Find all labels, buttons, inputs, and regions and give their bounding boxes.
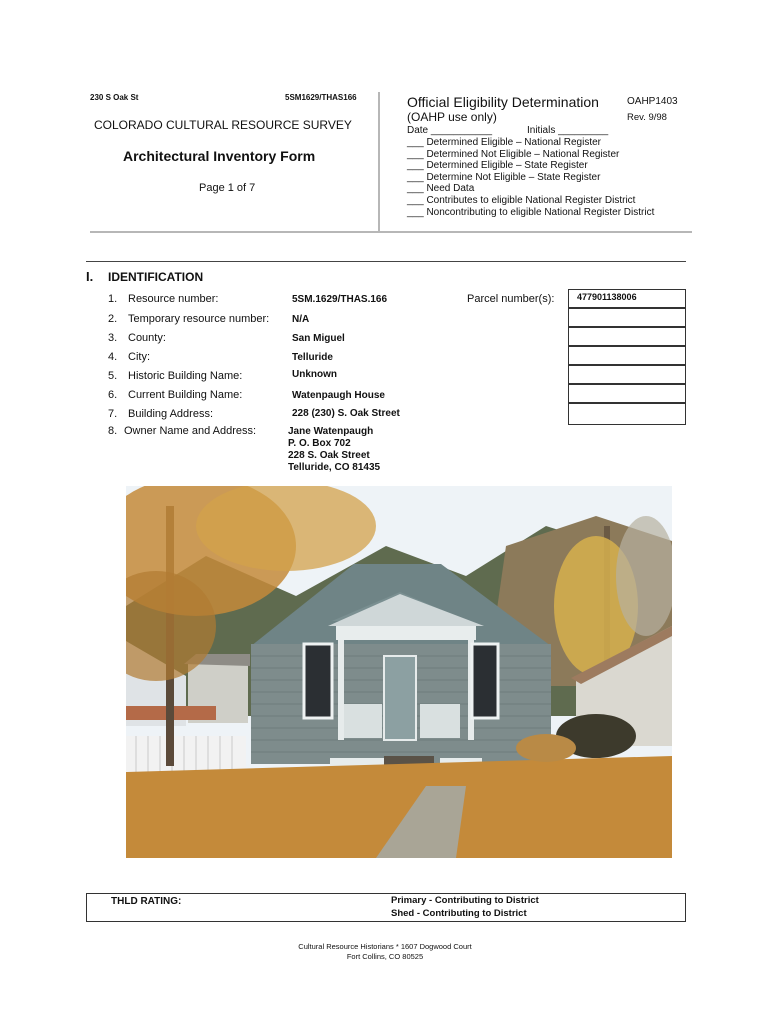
oahp-form-code: OAHP1403 — [627, 96, 678, 107]
oahp-subtitle: (OAHP use only) — [407, 110, 497, 124]
row-label-resource-number: 1. Resource number: — [108, 293, 219, 305]
rating-primary: Primary - Contributing to District — [391, 895, 539, 906]
oahp-revision: Rev. 9/98 — [627, 112, 667, 123]
parcel-field[interactable] — [568, 384, 686, 403]
rating-shed: Shed - Contributing to District — [391, 908, 527, 919]
oahp-title: Official Eligibility Determination — [407, 94, 599, 110]
row-label-city: 4. City: — [108, 351, 150, 363]
value-county: San Miguel — [292, 333, 345, 344]
owner-address-line: P. O. Box 702 — [288, 438, 351, 449]
parcel-field[interactable]: 477901138006 — [568, 289, 686, 308]
value-resource-number: 5SM.1629/THAS.166 — [292, 294, 388, 305]
oahp-initials-line: Initials _________ — [527, 125, 609, 136]
survey-title: COLORADO CULTURAL RESOURCE SURVEY — [94, 118, 352, 132]
site-number-tag: 5SM1629/THAS166 — [285, 93, 357, 102]
address-tag: 230 S Oak St — [90, 93, 139, 102]
oahp-option: ___ Determined Not Eligible – National Register — [407, 148, 620, 160]
value-current-name: Watenpaugh House — [292, 390, 385, 401]
parcel-field[interactable] — [568, 346, 686, 365]
parcel-label: Parcel number(s): — [467, 293, 555, 305]
value-historic-name: Unknown — [292, 369, 337, 380]
owner-address-line: 228 S. Oak Street — [288, 450, 370, 461]
oahp-option: ___ Determine Not Eligible – State Register — [407, 171, 601, 183]
row-label-current-name: 6. Current Building Name: — [108, 389, 243, 401]
rating-label: THLD RATING: — [111, 896, 182, 907]
header-bottom-rule — [90, 231, 692, 233]
house-photo-illustration — [126, 486, 672, 858]
section-rule — [86, 261, 686, 262]
oahp-options-list — [407, 137, 654, 218]
footer-line-1: Cultural Resource Historians * 1607 Dogwood Court — [298, 942, 472, 951]
owner-address-block — [288, 426, 380, 474]
oahp-option: ___ Determined Eligible – National Register — [407, 137, 601, 148]
section-number: I. — [86, 269, 94, 284]
parcel-field[interactable] — [568, 308, 686, 327]
value-temporary-number: N/A — [292, 314, 310, 325]
value-building-address: 228 (230) S. Oak Street — [292, 408, 400, 419]
oahp-date-line: Date ___________ — [407, 125, 493, 136]
owner-address-line: Telluride, CO 81435 — [288, 462, 381, 473]
house-photo — [126, 486, 672, 858]
rating-box — [86, 893, 686, 922]
oahp-option: ___ Noncontributing to eligible National Register District — [407, 206, 655, 218]
page-indicator: Page 1 of 7 — [199, 182, 256, 194]
row-label-county: 3. County: — [108, 332, 166, 344]
row-label-historic-name: 5. Historic Building Name: — [108, 370, 243, 382]
parcel-field[interactable] — [568, 365, 686, 384]
parcel-field[interactable] — [568, 403, 686, 425]
row-label-temporary-number: 2. Temporary resource number: — [108, 313, 270, 325]
row-label-owner: 8. Owner Name and Address: — [108, 425, 257, 437]
form-title: Architectural Inventory Form — [123, 148, 316, 164]
oahp-option: ___ Need Data — [407, 183, 475, 195]
row-label-building-address: 7. Building Address: — [108, 408, 213, 420]
oahp-option: ___ Determined Eligible – State Register — [407, 160, 588, 172]
owner-name: Jane Watenpaugh — [288, 426, 374, 437]
oahp-option: ___ Contributes to eligible National Register District — [407, 194, 636, 206]
header-divider — [378, 92, 380, 232]
value-city: Telluride — [292, 352, 333, 363]
parcel-field[interactable] — [568, 327, 686, 346]
section-title: IDENTIFICATION — [108, 270, 204, 284]
footer-line-2: Fort Collins, CO 80525 — [346, 952, 424, 961]
